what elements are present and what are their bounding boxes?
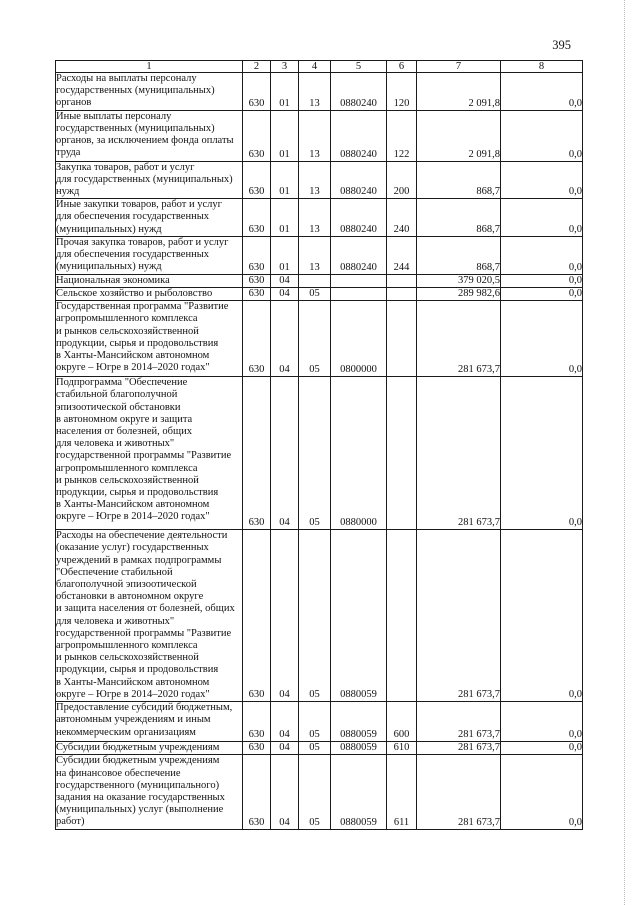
subsection-code-cell: 05 [299, 702, 331, 742]
amount-cell: 379 020,5 [417, 274, 501, 287]
row-description: Подпрограмма "Обеспечение стабильной благополучной эпизоотической обстановки в автономном округе и защита населения от болезней, общих для человека и животных" государственной программы "Развитие агропромышленного комплекса и рынков сельскохозяйственной продукции, сырья и продовольствия в Ханты-Мансийском автономном округе – Югре в 2014–2020 годах" [56, 377, 243, 530]
expense-type-code-cell: 122 [387, 110, 417, 161]
expense-type-code-cell [387, 530, 417, 702]
dept-code-cell: 630 [243, 755, 271, 830]
expense-type-code-cell [387, 274, 417, 287]
expense-type-code-cell: 240 [387, 199, 417, 237]
header-col-1: 1 [56, 61, 243, 73]
table-row [56, 702, 583, 742]
header-col-3: 3 [271, 61, 299, 73]
row-description: Субсидии бюджетным учреждениям на финансовое обеспечение государственного (муниципального) задания на оказание государственных (муниципальных) услуг (выполнение работ) [56, 755, 243, 830]
dept-code-cell: 630 [243, 161, 271, 199]
amount-secondary-cell: 0,0 [501, 377, 583, 530]
header-col-8: 8 [501, 61, 583, 73]
expense-type-code-cell [387, 377, 417, 530]
amount-cell: 281 673,7 [417, 530, 501, 702]
subsection-code-cell: 13 [299, 110, 331, 161]
subsection-code-cell: 13 [299, 161, 331, 199]
row-description: Иные закупки товаров, работ и услуг для обеспечения государственных (муниципальных) нужд [56, 199, 243, 237]
target-item-code-cell: 0880240 [331, 73, 387, 111]
amount-secondary-cell: 0,0 [501, 73, 583, 111]
table-row [56, 301, 583, 377]
amount-cell: 281 673,7 [417, 377, 501, 530]
expense-type-code-cell: 600 [387, 702, 417, 742]
dept-code-cell: 630 [243, 530, 271, 702]
target-item-code-cell [331, 274, 387, 287]
amount-secondary-cell: 0,0 [501, 530, 583, 702]
amount-secondary-cell: 0,0 [501, 161, 583, 199]
amount-secondary-cell: 0,0 [501, 702, 583, 742]
expense-type-code-cell [387, 288, 417, 301]
table-row [56, 161, 583, 199]
header-col-6: 6 [387, 61, 417, 73]
amount-secondary-cell: 0,0 [501, 199, 583, 237]
subsection-code-cell: 13 [299, 73, 331, 111]
table-row [56, 755, 583, 830]
header-col-2: 2 [243, 61, 271, 73]
row-description: Сельское хозяйство и рыболовство [56, 288, 243, 301]
amount-secondary-cell: 0,0 [501, 236, 583, 274]
dept-code-cell: 630 [243, 199, 271, 237]
dept-code-cell: 630 [243, 702, 271, 742]
expense-type-code-cell: 610 [387, 742, 417, 755]
row-description: Иные выплаты персоналу государственных (муниципальных) органов, за исключением фонда оплаты труда [56, 110, 243, 161]
target-item-code-cell: 0880059 [331, 702, 387, 742]
subsection-code-cell: 05 [299, 530, 331, 702]
dept-code-cell: 630 [243, 301, 271, 377]
table-row [56, 530, 583, 702]
section-code-cell: 01 [271, 110, 299, 161]
dept-code-cell: 630 [243, 288, 271, 301]
scan-edge-line [624, 0, 625, 905]
dept-code-cell: 630 [243, 73, 271, 111]
section-code-cell: 04 [271, 274, 299, 287]
subsection-code-cell: 05 [299, 742, 331, 755]
target-item-code-cell: 0880240 [331, 161, 387, 199]
section-code-cell: 04 [271, 755, 299, 830]
table-row [56, 73, 583, 111]
budget-table [55, 60, 583, 830]
amount-secondary-cell: 0,0 [501, 110, 583, 161]
header-col-4: 4 [299, 61, 331, 73]
target-item-code-cell: 0880059 [331, 755, 387, 830]
table-header-row [56, 61, 583, 73]
target-item-code-cell: 0880240 [331, 236, 387, 274]
amount-secondary-cell: 0,0 [501, 742, 583, 755]
row-description: Закупка товаров, работ и услуг для государственных (муниципальных) нужд [56, 161, 243, 199]
budget-table-body [56, 73, 583, 830]
section-code-cell: 01 [271, 236, 299, 274]
amount-secondary-cell: 0,0 [501, 755, 583, 830]
dept-code-cell: 630 [243, 377, 271, 530]
amount-cell: 281 673,7 [417, 742, 501, 755]
row-description: Субсидии бюджетным учреждениям [56, 742, 243, 755]
subsection-code-cell: 05 [299, 755, 331, 830]
section-code-cell: 01 [271, 199, 299, 237]
expense-type-code-cell: 200 [387, 161, 417, 199]
amount-secondary-cell: 0,0 [501, 301, 583, 377]
amount-cell: 868,7 [417, 161, 501, 199]
section-code-cell: 04 [271, 530, 299, 702]
amount-cell: 281 673,7 [417, 702, 501, 742]
section-code-cell: 04 [271, 377, 299, 530]
target-item-code-cell [331, 288, 387, 301]
table-row [56, 236, 583, 274]
amount-cell: 289 982,6 [417, 288, 501, 301]
table-row [56, 288, 583, 301]
target-item-code-cell: 0880059 [331, 742, 387, 755]
dept-code-cell: 630 [243, 274, 271, 287]
table-row [56, 199, 583, 237]
subsection-code-cell: 05 [299, 377, 331, 530]
section-code-cell: 04 [271, 702, 299, 742]
row-description: Национальная экономика [56, 274, 243, 287]
subsection-code-cell: 13 [299, 236, 331, 274]
dept-code-cell: 630 [243, 110, 271, 161]
subsection-code-cell: 13 [299, 199, 331, 237]
dept-code-cell: 630 [243, 742, 271, 755]
amount-cell: 2 091,8 [417, 110, 501, 161]
dept-code-cell: 630 [243, 236, 271, 274]
expense-type-code-cell: 244 [387, 236, 417, 274]
row-description: Расходы на выплаты персоналу государственных (муниципальных) органов [56, 73, 243, 111]
amount-cell: 868,7 [417, 199, 501, 237]
target-item-code-cell: 0880059 [331, 530, 387, 702]
target-item-code-cell: 0800000 [331, 301, 387, 377]
row-description: Предоставление субсидий бюджетным, автономным учреждениям и иным некоммерческим организациям [56, 702, 243, 742]
table-row [56, 274, 583, 287]
row-description: Прочая закупка товаров, работ и услуг для обеспечения государственных (муниципальных) нужд [56, 236, 243, 274]
target-item-code-cell: 0880240 [331, 110, 387, 161]
section-code-cell: 04 [271, 742, 299, 755]
table-row [56, 742, 583, 755]
subsection-code-cell [299, 274, 331, 287]
table-row [56, 110, 583, 161]
amount-cell: 2 091,8 [417, 73, 501, 111]
table-row [56, 377, 583, 530]
amount-cell: 281 673,7 [417, 755, 501, 830]
page-number: 395 [552, 38, 571, 52]
amount-cell: 281 673,7 [417, 301, 501, 377]
expense-type-code-cell: 120 [387, 73, 417, 111]
target-item-code-cell: 0880000 [331, 377, 387, 530]
target-item-code-cell: 0880240 [331, 199, 387, 237]
amount-secondary-cell: 0,0 [501, 288, 583, 301]
row-description: Расходы на обеспечение деятельности (оказание услуг) государственных учреждений в рамках подпрограммы "Обеспечение стабильной благополучной эпизоотической обстановки в автономном округе и защита населения от болезней, общих для человека и животных" государственной программы "Развитие агропромышленного комплекса и рынков сельскохозяйственной продукции, сырья и продовольствия в Ханты-Мансийском автономном округе – Югре в 2014–2020 годах" [56, 530, 243, 702]
amount-secondary-cell: 0,0 [501, 274, 583, 287]
expense-type-code-cell [387, 301, 417, 377]
section-code-cell: 04 [271, 288, 299, 301]
subsection-code-cell: 05 [299, 288, 331, 301]
amount-cell: 868,7 [417, 236, 501, 274]
header-col-7: 7 [417, 61, 501, 73]
expense-type-code-cell: 611 [387, 755, 417, 830]
section-code-cell: 01 [271, 161, 299, 199]
subsection-code-cell: 05 [299, 301, 331, 377]
header-col-5: 5 [331, 61, 387, 73]
section-code-cell: 04 [271, 301, 299, 377]
row-description: Государственная программа "Развитие агропромышленного комплекса и рынков сельскохозяйственной продукции, сырья и продовольствия в Ханты-Мансийском автономном округе – Югре в 2014–2020 годах" [56, 301, 243, 377]
section-code-cell: 01 [271, 73, 299, 111]
